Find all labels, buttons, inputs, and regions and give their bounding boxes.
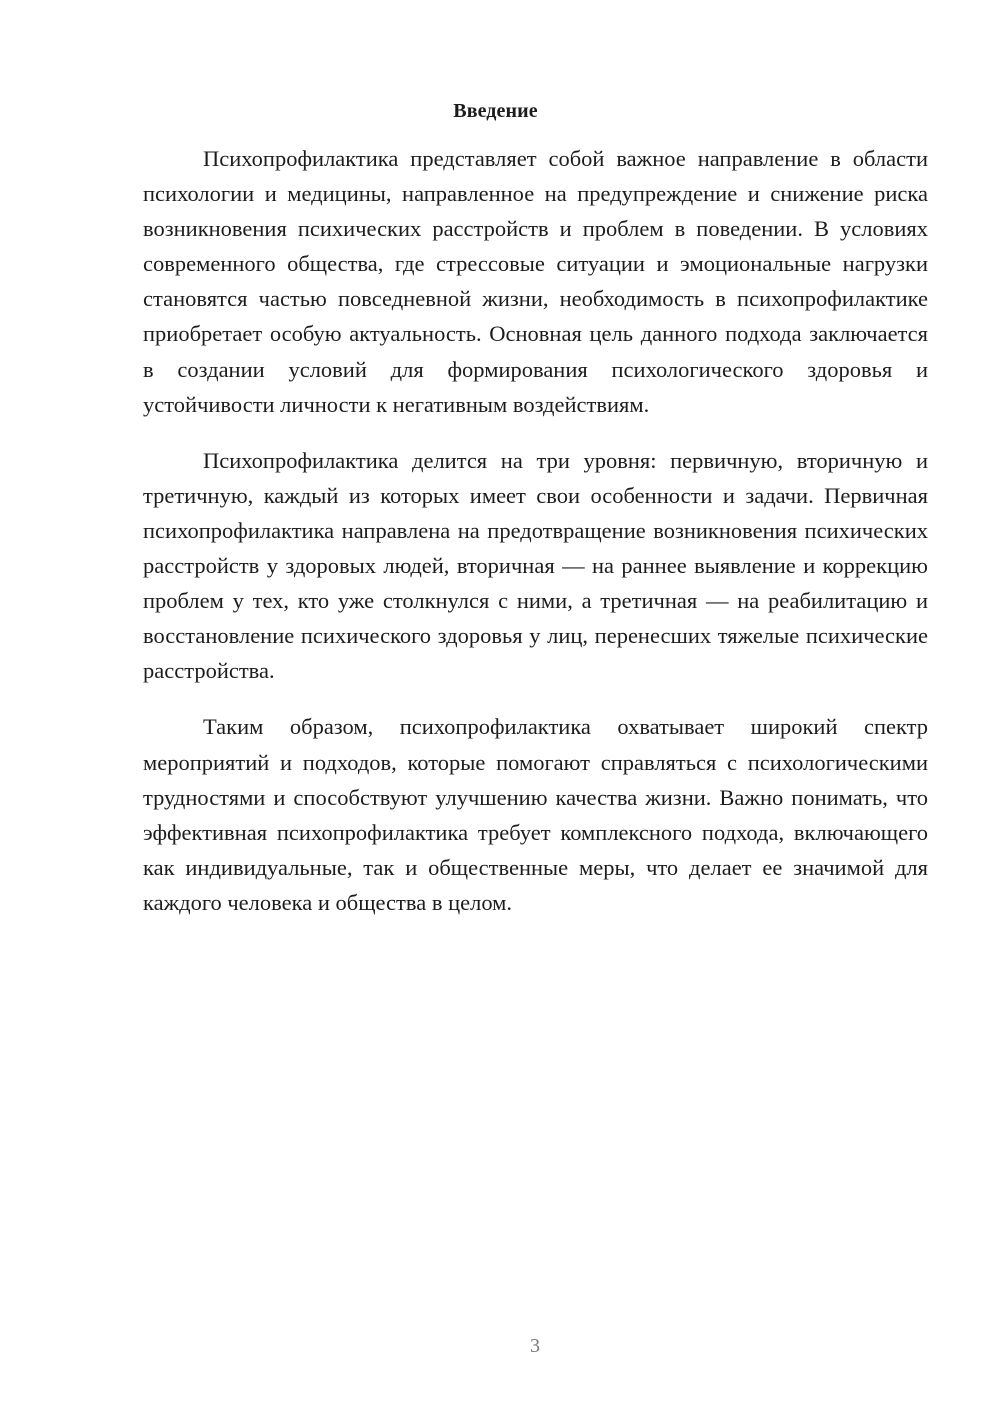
paragraph-2: Психопрофилактика делится на три уровня: первичную, вторичную и третичную, каждый из которых имеет свои особенности и задачи. Первичная психопрофилактика направлена на предотвращение возникновения психических расстройств у здоровых людей, вторичная — на раннее выявление и коррекцию проблем у тех, кто уже столкнулся с ними, а третичная — на реабилитацию и восстановление психического здоровья у лиц, перенесших тяжелые психические расстройства. — [143, 447, 928, 684]
section-heading: Введение — [453, 100, 538, 122]
paragraph-1: Психопрофилактика представляет собой важное направление в области психологии и медицины, направленное на предупреждение и снижение риска возникновения психических расстройств и проблем в поведении. В условиях современного общества, где стрессовые ситуации и эмоциональные нагрузки становятся частью повседневной жизни, необходимость в психопрофилактике приобретает особую актуальность. Основная цель данного подхода заключается в создании условий для формирования психологического здоровья и устойчивости личности к негативным воздействиям. — [143, 146, 928, 417]
paragraph-3: Таким образом, психопрофилактика охватывает широкий спектр мероприятий и подходов, которые помогают справляться с психологическими трудностями и способствуют улучшению качества жизни. Важно понимать, что эффективная психопрофилактика требует комплексного подхода, включающего как индивидуальные, так и общественные меры, что делает ее значимой для каждого человека и общества в целом. — [143, 714, 928, 915]
page-content — [143, 96, 928, 920]
page-number: 3 — [530, 1335, 540, 1357]
